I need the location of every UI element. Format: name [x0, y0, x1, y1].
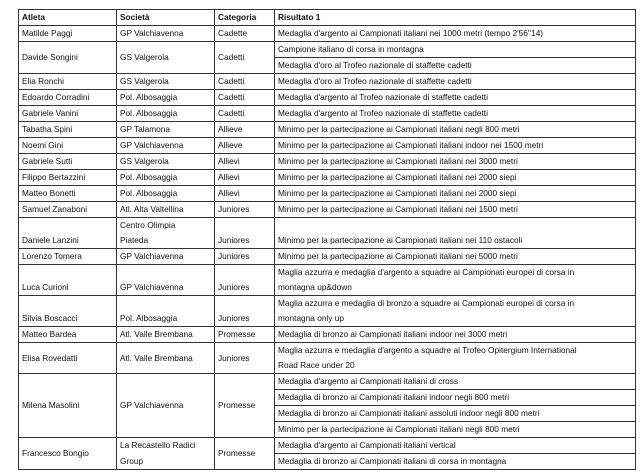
athlete-cell: Matilde Paggi	[19, 26, 117, 42]
athlete-cell: Matteo Bardea	[19, 327, 117, 343]
table-row	[19, 42, 636, 58]
category-cell: Juniores	[215, 296, 275, 327]
result-cell: Minimo per la partecipazione ai Campionati italiani nei 5000 metri	[275, 249, 636, 265]
table-row	[19, 154, 636, 170]
table-row	[19, 327, 636, 343]
club-cell: Atl. Valle Brembana	[117, 343, 215, 374]
athlete-cell: Elisa Rovedatti	[19, 343, 117, 374]
table-row	[19, 296, 636, 312]
result-cell-line: Maglia azzurra e medaglia di bronzo a squadre ai Campionati europei di corsa in	[275, 296, 636, 312]
club-cell: Pol. Albosaggia	[117, 186, 215, 202]
result-cell: Minimo per la partecipazione ai Campionati italiani negli 800 metri	[275, 422, 636, 438]
category-cell: Promesse	[215, 374, 275, 438]
table-row	[19, 90, 636, 106]
result-cell: Minimo per la partecipazione ai Campionati italiani nei 110 ostacoli	[275, 218, 636, 249]
club-cell-line: La Recastello Radici	[117, 438, 215, 454]
result-cell: Medaglia di bronzo ai Campionati italiani di corsa in montagna	[275, 454, 636, 470]
result-cell: Minimo per la partecipazione ai Campionati italiani nei 2000 siepi	[275, 186, 636, 202]
club-cell-line: Group	[117, 454, 215, 470]
athlete-cell: Filippo Bertazzini	[19, 170, 117, 186]
category-cell: Cadetti	[215, 90, 275, 106]
table-row	[19, 265, 636, 281]
table-row	[19, 106, 636, 122]
result-cell-line: montagna up&down	[275, 280, 636, 296]
result-cell-line: montagna only up	[275, 311, 636, 327]
table-row	[19, 122, 636, 138]
club-cell: Pol. Albosaggia	[117, 170, 215, 186]
table-row	[19, 26, 636, 42]
result-cell: Medaglia di bronzo ai Campionati italiani indoor negli 800 metri	[275, 390, 636, 406]
result-cell: Minimo per la partecipazione ai Campionati italiani nei 2000 siepi	[275, 170, 636, 186]
result-cell: Medaglia d'argento ai Campionati italiani vertical	[275, 438, 636, 454]
result-cell: Minimo per la partecipazione ai Campionati italiani nei 1500 metri	[275, 202, 636, 218]
header-club: Società	[117, 10, 215, 26]
athlete-cell: Elia Ronchi	[19, 74, 117, 90]
club-cell: GP Talamona	[117, 122, 215, 138]
header-row	[19, 10, 636, 26]
category-cell: Allievi	[215, 170, 275, 186]
athlete-cell: Noemi Gini	[19, 138, 117, 154]
club-cell: Pol. Albosaggia	[117, 296, 215, 327]
result-cell: Medaglia di bronzo ai Campionati italiani indoor nei 3000 metri	[275, 327, 636, 343]
category-cell: Promesse	[215, 438, 275, 470]
athlete-cell: Lorenzo Tomera	[19, 249, 117, 265]
table-row	[19, 74, 636, 90]
athlete-cell: Gabriele Sutti	[19, 154, 117, 170]
category-cell: Juniores	[215, 249, 275, 265]
club-cell: GP Valchiavenna	[117, 374, 215, 438]
header-result: Risultato 1	[275, 10, 636, 26]
club-cell: GS Valgerola	[117, 154, 215, 170]
athlete-cell: Tabatha Spini	[19, 122, 117, 138]
header-athlete: Atleta	[19, 10, 117, 26]
result-cell-line: Maglia azzurra e medaglia d'argento a squadre al Trofeo Opitergium International	[275, 343, 636, 359]
result-cell-line: Road Race under 20	[275, 358, 636, 374]
athlete-cell: Daniele Lanzini	[19, 218, 117, 249]
result-cell: Medaglia di bronzo ai Campionati italiani assoluti indoor negli 800 metri	[275, 406, 636, 422]
category-cell: Cadetti	[215, 74, 275, 90]
athlete-cell: Milena Masolini	[19, 374, 117, 438]
club-cell: Atl. Valle Brembana	[117, 327, 215, 343]
result-cell: Medaglia d'argento al Trofeo nazionale di staffette cadetti	[275, 90, 636, 106]
club-cell-line: Centro Olimpia	[117, 218, 215, 234]
club-cell: Atl. Alta Valtellina	[117, 202, 215, 218]
results-table	[18, 9, 636, 470]
category-cell: Cadetti	[215, 106, 275, 122]
athlete-cell: Samuel Zanaboni	[19, 202, 117, 218]
category-cell: Allievi	[215, 186, 275, 202]
result-cell: Campione italiano di corsa in montagna	[275, 42, 636, 58]
result-cell: Minimo per la partecipazione ai Campionati italiani nei 3000 metri	[275, 154, 636, 170]
table-row	[19, 218, 636, 234]
club-cell: GP Valchiavenna	[117, 249, 215, 265]
result-cell: Medaglia d'argento ai Campionati italiani nei 1000 metri (tempo 2'56''14)	[275, 26, 636, 42]
athlete-cell: Francesco Bongio	[19, 438, 117, 470]
club-cell: GP Valchiavenna	[117, 138, 215, 154]
athlete-cell: Luca Curioni	[19, 265, 117, 296]
club-cell: Pol. Albosaggia	[117, 90, 215, 106]
table-row	[19, 138, 636, 154]
club-cell: GP Valchiavenna	[117, 265, 215, 296]
table-row	[19, 343, 636, 359]
table-row	[19, 374, 636, 390]
table-row	[19, 202, 636, 218]
result-cell: Medaglia d'argento ai Campionati italiani di cross	[275, 374, 636, 390]
club-cell: GS Valgerola	[117, 42, 215, 74]
header-category: Categoria	[215, 10, 275, 26]
athlete-cell: Silvia Boscacci	[19, 296, 117, 327]
club-cell: Pol. Albosaggia	[117, 106, 215, 122]
category-cell: Juniores	[215, 265, 275, 296]
athlete-cell: Gabriele Vanini	[19, 106, 117, 122]
result-cell: Medaglia d'oro al Trofeo nazionale di staffette cadetti	[275, 58, 636, 74]
category-cell: Allieve	[215, 138, 275, 154]
category-cell: Juniores	[215, 343, 275, 374]
result-cell: Medaglia d'oro al Trofeo nazionale di staffette cadetti	[275, 74, 636, 90]
club-cell: GP Valchiavenna	[117, 26, 215, 42]
category-cell: Allievi	[215, 154, 275, 170]
table-row	[19, 170, 636, 186]
athlete-cell: Davide Songini	[19, 42, 117, 74]
category-cell: Allieve	[215, 122, 275, 138]
category-cell: Juniores	[215, 218, 275, 249]
club-cell: GS Valgerola	[117, 74, 215, 90]
club-cell-line: Piateda	[117, 233, 215, 249]
athlete-cell: Matteo Bonetti	[19, 186, 117, 202]
category-cell: Promesse	[215, 327, 275, 343]
table-row	[19, 249, 636, 265]
athlete-cell: Edoardo Corradini	[19, 90, 117, 106]
result-cell: Minimo per la partecipazione ai Campionati italiani indoor nei 1500 metri	[275, 138, 636, 154]
category-cell: Cadetti	[215, 42, 275, 74]
result-cell: Minimo per la partecipazione ai Campionati italiani negli 800 metri	[275, 122, 636, 138]
category-cell: Cadette	[215, 26, 275, 42]
table-row	[19, 438, 636, 454]
result-cell-line: Maglia azzurra e medaglia d'argento a squadre ai Campionati europei di corsa in	[275, 265, 636, 281]
category-cell: Juniores	[215, 202, 275, 218]
table-row	[19, 186, 636, 202]
result-cell: Medaglia d'argento al Trofeo nazionale di staffette cadetti	[275, 106, 636, 122]
